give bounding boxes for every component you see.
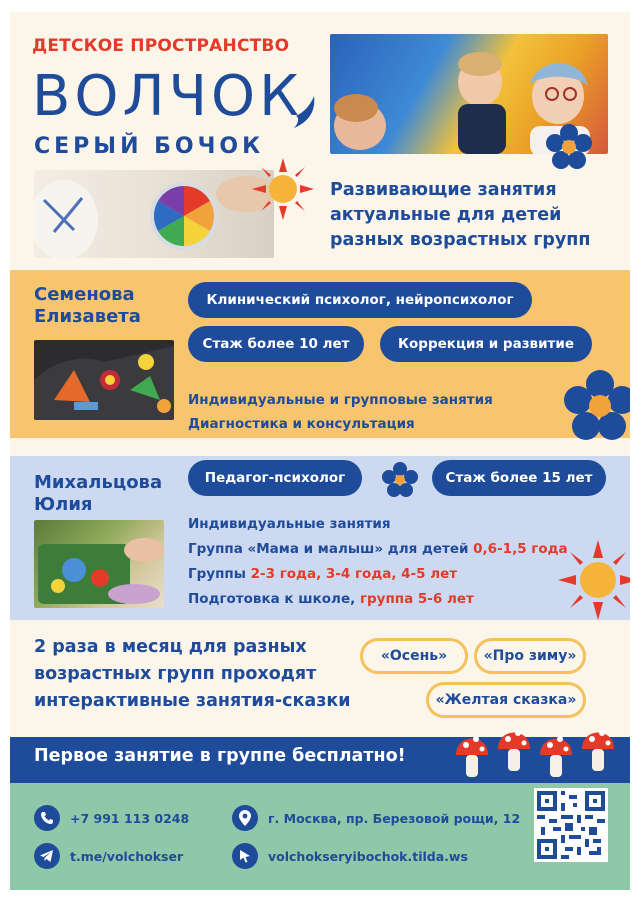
specialist-2-experience-pill: Стаж более 15 лет — [432, 460, 606, 496]
flower-icon — [382, 462, 418, 498]
age-highlight: 0,6-1,5 года — [473, 541, 568, 557]
telegram-icon — [34, 843, 60, 869]
tale-pill-autumn: «Осень» — [360, 638, 468, 674]
specialist-2-line — [188, 566, 457, 582]
name-line: Михальцова — [34, 472, 163, 493]
sun-icon — [558, 540, 630, 620]
specialist-1-line: Индивидуальные и групповые занятия — [188, 392, 493, 408]
specialist-1-line: Диагностика и консультация — [188, 416, 415, 432]
location-pin-icon — [232, 805, 258, 831]
name-line: Юлия — [34, 494, 93, 515]
line-text: Группа «Мама и малыш» для детей — [188, 541, 474, 557]
photo-paint-palette — [34, 170, 274, 258]
sun-icon — [252, 158, 314, 220]
name-line: Семенова — [34, 284, 135, 305]
tagline: Развивающие занятия актуальные для детей разных возрастных групп — [330, 180, 591, 250]
address-text: г. Москва, пр. Березовой рощи, 12 — [268, 810, 521, 826]
cursor-icon — [232, 843, 258, 869]
logo-title: ВОЛЧОК — [32, 64, 303, 129]
photo-sensory-tray — [34, 520, 164, 608]
mushroom-icon — [452, 727, 622, 787]
fairy-tale-description: 2 раза в месяц для разных возрастных групп проходят интерактивные занятия-сказки — [34, 637, 351, 711]
specialist-2-line — [188, 541, 568, 557]
line-text: Группы — [188, 566, 251, 582]
specialist-2-name — [34, 472, 162, 516]
tale-pill-yellow: «Желтая сказка» — [426, 682, 586, 718]
flower-icon — [546, 124, 592, 170]
name-line: Елизавета — [34, 306, 141, 327]
promo-text: Первое занятие в группе бесплатно! — [34, 746, 406, 766]
address-link[interactable] — [232, 805, 520, 831]
phone-number: +7 991 113 0248 — [70, 810, 190, 826]
wolf-tail-icon — [290, 92, 320, 132]
telegram-link[interactable] — [34, 843, 183, 869]
specialist-1-name — [34, 284, 141, 328]
phone-link[interactable] — [34, 805, 189, 831]
line-text: Подготовка к школе, — [188, 591, 360, 607]
specialist-1-experience-pill: Стаж более 10 лет — [188, 326, 364, 362]
age-highlight: группа 5-6 лет — [359, 591, 474, 607]
specialist-1-focus-pill: Коррекция и развитие — [380, 326, 592, 362]
specialist-2-line — [188, 591, 474, 607]
website-link[interactable] — [232, 843, 468, 869]
telegram-handle: t.me/volchokser — [70, 848, 184, 864]
specialist-2-role-pill: Педагог-психолог — [188, 460, 362, 496]
website-url: volchokseryibochok.tilda.ws — [268, 848, 468, 864]
qr-code[interactable] — [534, 788, 608, 862]
flower-icon — [564, 370, 630, 442]
specialist-1-role-pill: Клинический психолог, нейропсихолог — [188, 282, 532, 318]
phone-icon — [34, 805, 60, 831]
logo — [32, 64, 302, 164]
age-highlight: 2-3 года, 3-4 года, 4-5 лет — [250, 566, 458, 582]
photo-felt-shapes — [34, 340, 174, 420]
promo-banner — [10, 737, 630, 783]
specialist-2-line: Индивидуальные занятия — [188, 516, 391, 532]
logo-subtitle: СЕРЫЙ БОЧОК — [34, 134, 265, 159]
poster — [10, 12, 630, 890]
kicker-title: ДЕТСКОЕ ПРОСТРАНСТВО — [32, 36, 290, 56]
tale-pill-winter: «Про зиму» — [474, 638, 586, 674]
